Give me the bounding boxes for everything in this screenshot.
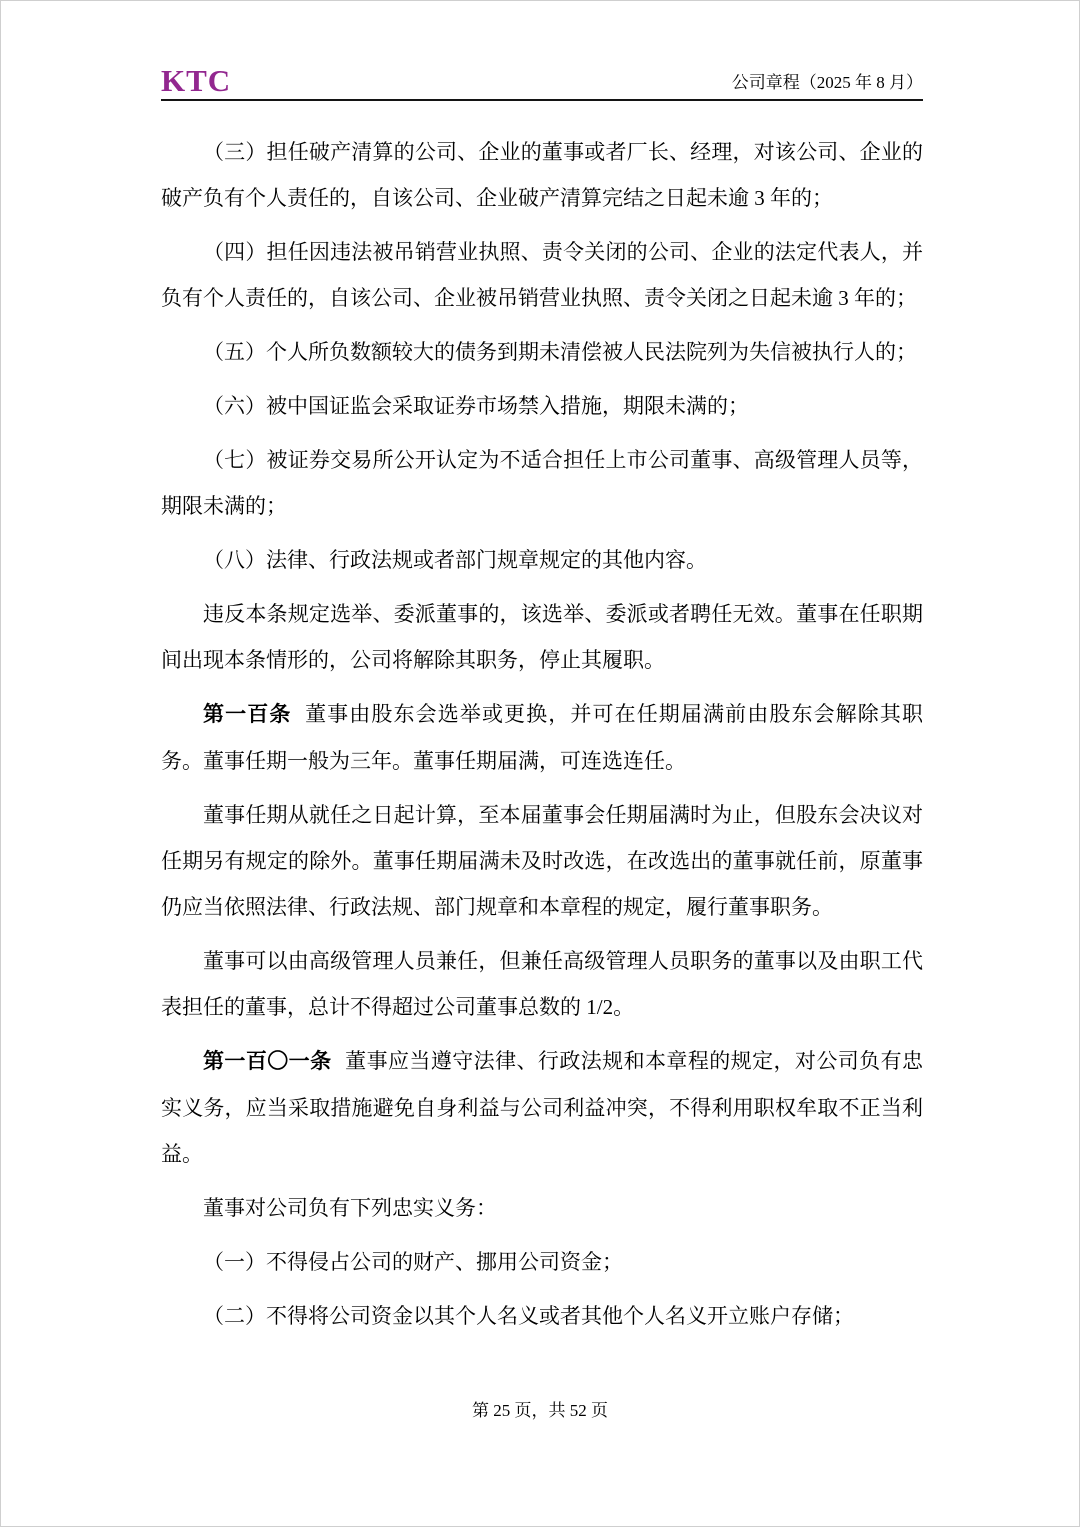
paragraph-concurrent-roles: 董事可以由高级管理人员兼任，但兼任高级管理人员职务的董事以及由职工代表担任的董事，总计不得超过公司董事总数的 1/2。	[161, 949, 923, 1019]
clause-item-7: （七）被证券交易所公开认定为不适合担任上市公司董事、高级管理人员等，期限未满的；	[161, 448, 923, 518]
clause-item-2: （二）不得将公司资金以其个人名义或者其他个人名义开立账户存储；	[203, 1304, 854, 1328]
clause-item-8: （八）法律、行政法规或者部门规章规定的其他内容。	[203, 548, 707, 572]
clause-item-4: （四）担任因违法被吊销营业执照、责令关闭的公司、企业的法定代表人，并负有个人责任的，自该公司、企业被吊销营业执照、责令关闭之日起未逾 3 年的；	[161, 240, 923, 310]
paragraph-loyalty-intro: 董事对公司负有下列忠实义务：	[203, 1196, 497, 1220]
clause-item-1: （一）不得侵占公司的财产、挪用公司资金；	[203, 1250, 623, 1274]
document-body	[161, 129, 923, 1347]
page-number: 第 25 页，共 52 页	[472, 1401, 608, 1420]
ktc-logo: KTC	[161, 63, 232, 98]
paragraph-director-term: 董事任期从就任之日起计算，至本届董事会任期届满时为止，但股东会决议对任期另有规定的除外。董事任期届满未及时改选，在改选出的董事就任前，原董事仍应当依照法律、行政法规、部门规章和本章程的规定，履行董事职务。	[161, 803, 923, 919]
clause-item-5: （五）个人所负数额较大的债务到期未清偿被人民法院列为失信被执行人的；	[203, 340, 917, 364]
article-100-number: 第一百条	[203, 703, 292, 726]
article-100-text: 董事由股东会选举或更换，并可在任期届满前由股东会解除其职务。董事任期一般为三年。董事任期届满，可连选连任。	[161, 702, 924, 773]
page-header	[161, 65, 923, 101]
header-doc-title: 公司章程（2025 年 8 月）	[731, 72, 923, 92]
article-101-paragraph	[161, 1038, 923, 1177]
page-footer	[1, 1399, 1079, 1423]
clause-item-6: （六）被中国证监会采取证券市场禁入措施，期限未满的；	[203, 394, 749, 418]
clause-item-3: （三）担任破产清算的公司、企业的董事或者厂长、经理，对该公司、企业的破产负有个人责任的，自该公司、企业破产清算完结之日起未逾 3 年的；	[161, 140, 923, 210]
article-101-number: 第一百〇一条	[203, 1050, 332, 1073]
article-101-text: 董事应当遵守法律、行政法规和本章程的规定，对公司负有忠实义务，应当采取措施避免自身利益与公司利益冲突，不得利用职权牟取不正当利益。	[161, 1049, 924, 1166]
article-100-paragraph	[161, 691, 923, 784]
paragraph-violation-clause: 违反本条规定选举、委派董事的，该选举、委派或者聘任无效。董事在任职期间出现本条情形的，公司将解除其职务，停止其履职。	[161, 602, 923, 672]
